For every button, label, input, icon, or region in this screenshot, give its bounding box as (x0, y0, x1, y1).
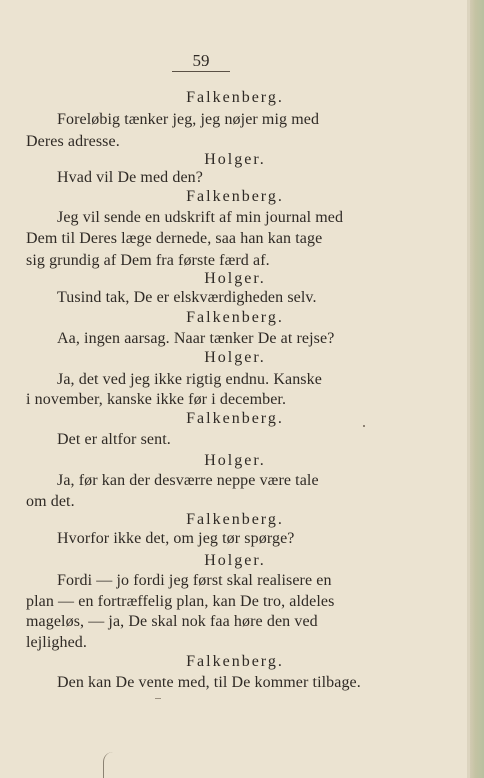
speaker-name: Falkenberg. (186, 410, 284, 427)
dialogue-line: Deres adresse. (26, 133, 120, 150)
speaker-name: Falkenberg. (186, 309, 284, 326)
speaker-name: Falkenberg. (186, 188, 284, 205)
dialogue-line: Foreløbig tænker jeg, jeg nøjer mig med (57, 111, 320, 128)
binding-mark (103, 752, 124, 778)
speaker-name: Falkenberg. (186, 89, 284, 106)
dialogue-line: sig grundig af Dem fra første færd af. (26, 252, 270, 269)
speaker-name: Falkenberg. (186, 653, 284, 670)
dialogue-line: Hvad vil De med den? (57, 169, 203, 186)
dialogue-line: lejlighed. (26, 634, 87, 651)
dialogue-line: Aa, ingen aarsag. Naar tænker De at rejse? (57, 330, 335, 347)
dialogue-line: Jeg vil sende en udskrift af min journal med (57, 209, 344, 226)
speaker-name: Holger. (204, 552, 266, 569)
dialogue-line: om det. (26, 493, 75, 510)
dialogue-line: Ja, før kan der desværre neppe være tale (57, 472, 319, 489)
dialogue-line: Det er altfor sent. (57, 431, 171, 448)
dialogue-line: Fordi — jo fordi jeg først skal realisere en (57, 572, 332, 589)
dialogue-line: plan — en fortræffelig plan, kan De tro, aldeles (26, 593, 335, 610)
dialogue-line: mageløs, — ja, De skal nok faa høre den ved (26, 613, 318, 630)
book-edge (470, 0, 484, 778)
dialogue-line: Hvorfor ikke det, om jeg tør spørge? (57, 530, 295, 547)
dialogue-line: i november, kanske ikke før i december. (26, 391, 287, 408)
speaker-name: Falkenberg. (186, 511, 284, 528)
speaker-name: Holger. (204, 349, 266, 366)
speaker-name: Holger. (204, 452, 266, 469)
speaker-name: Holger. (204, 270, 266, 287)
print-mark (155, 698, 161, 699)
paper-spot (363, 425, 365, 427)
dialogue-line: Ja, det ved jeg ikke rigtig endnu. Kanske (57, 371, 322, 388)
speaker-name: Holger. (204, 151, 266, 168)
dialogue-line: Tusind tak, De er elskværdigheden selv. (57, 289, 317, 306)
dialogue-line: Dem til Deres læge dernede, saa han kan tage (26, 230, 323, 247)
page-number: 59 (172, 52, 230, 72)
dialogue-line: Den kan De vente med, til De kommer tilbage. (57, 674, 361, 691)
